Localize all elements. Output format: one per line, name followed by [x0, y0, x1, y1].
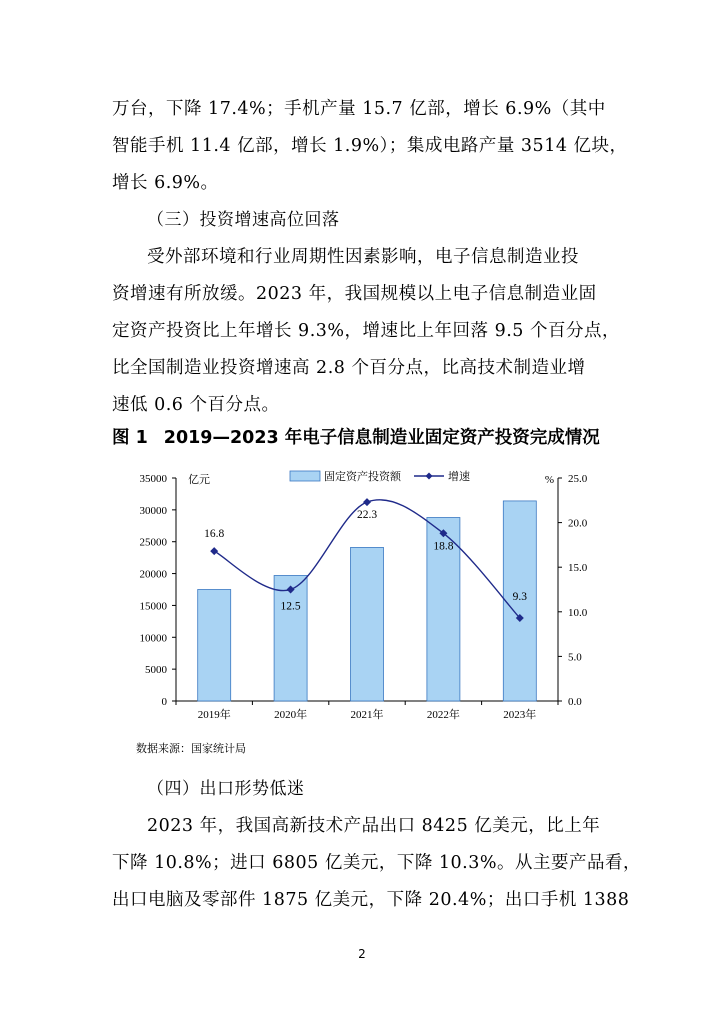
- paragraph-line: 资增速有所放缓。2023 年，我国规模以上电子信息制造业固: [112, 284, 597, 304]
- section-heading: （四）出口形势低迷: [147, 779, 305, 799]
- y-right-tick-label: 20.0: [568, 517, 588, 530]
- figure-title-text: 2019—2023 年电子信息制造业固定资产投资完成情况: [163, 428, 600, 448]
- bar: [198, 590, 231, 702]
- y-left-tick-label: 15000: [139, 600, 167, 613]
- legend-swatch-bar: [290, 471, 320, 481]
- paragraph-line: 出口电脑及零部件 1875 亿美元，下降 20.4%；出口手机 1388: [112, 890, 630, 910]
- data-label: 22.3: [356, 509, 378, 522]
- paragraph-line: 比全国制造业投资增速高 2.8 个百分点，比高技术制造业增: [112, 358, 586, 378]
- y-right-tick-label: 5.0: [568, 651, 582, 664]
- y-right-unit: %: [544, 474, 554, 486]
- y-left-tick-label: 35000: [139, 473, 167, 485]
- growth-marker: [210, 547, 218, 555]
- legend-label-bar: 固定资产投资额: [324, 471, 401, 483]
- y-left-tick-label: 10000: [139, 632, 167, 645]
- data-label: 18.8: [433, 540, 454, 553]
- y-right-tick-label: 0.0: [568, 696, 582, 708]
- data-label: 16.8: [204, 528, 225, 541]
- bar: [351, 547, 384, 701]
- y-right-tick-label: 10.0: [568, 606, 588, 619]
- bar: [274, 575, 307, 701]
- paragraph-line: 速低 0.6 个百分点。: [112, 395, 280, 415]
- investment-chart: [112, 458, 612, 728]
- section-heading: （三）投资增速高位回落: [147, 210, 340, 230]
- growth-marker: [363, 498, 371, 506]
- y-left-tick-label: 5000: [145, 664, 167, 677]
- paragraph-line: 增长 6.9%。: [112, 173, 219, 193]
- x-tick-label: 2019年: [197, 709, 231, 721]
- y-left-unit: 亿元: [188, 474, 210, 486]
- figure-number: 图 1: [112, 428, 148, 448]
- x-tick-label: 2021年: [350, 709, 384, 721]
- figure-title: [112, 425, 600, 451]
- data-label: 12.5: [280, 600, 301, 613]
- paragraph-line: 受外部环境和行业周期性因素影响，电子信息制造业投: [147, 247, 579, 267]
- legend-marker: [426, 473, 433, 480]
- paragraph-line: 定资产投资比上年增长 9.3%，增速比上年回落 9.5 个百分点，: [112, 321, 620, 341]
- y-left-tick-label: 30000: [139, 504, 167, 517]
- paragraph-line: 万台，下降 17.4%；手机产量 15.7 亿部，增长 6.9%（其中: [112, 99, 606, 119]
- figure-source: 数据来源：国家统计局: [136, 742, 246, 755]
- y-right-tick-label: 15.0: [568, 562, 588, 575]
- page-number: 2: [358, 947, 366, 961]
- paragraph-line: 下降 10.8%；进口 6805 亿美元，下降 10.3%。从主要产品看，: [112, 853, 641, 873]
- data-label: 9.3: [512, 591, 527, 604]
- x-tick-label: 2022年: [426, 709, 460, 721]
- paragraph-line: 2023 年，我国高新技术产品出口 8425 亿美元，比上年: [147, 816, 601, 836]
- y-left-tick-label: 20000: [139, 568, 167, 581]
- y-left-tick-label: 25000: [139, 536, 167, 549]
- y-right-tick-label: 25.0: [568, 473, 588, 485]
- x-tick-label: 2020年: [274, 709, 308, 721]
- x-tick-label: 2023年: [503, 709, 537, 721]
- paragraph-line: 智能手机 11.4 亿部，增长 1.9%）；集成电路产量 3514 亿块，: [112, 136, 628, 156]
- y-left-tick-label: 0: [161, 696, 167, 708]
- legend-label-line: 增速: [448, 471, 470, 483]
